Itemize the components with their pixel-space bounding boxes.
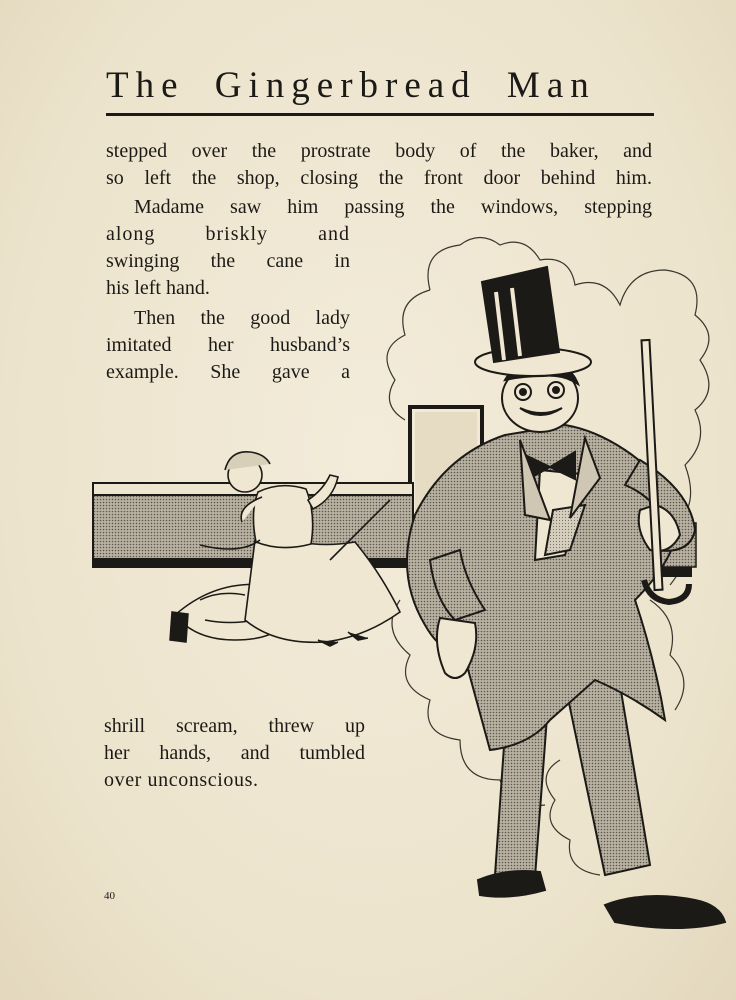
text-line: along briskly and [106, 223, 350, 245]
text-line: Madame saw him passing the windows, stepping [134, 196, 652, 218]
text-line: stepped over the prostrate body of the baker, and [106, 140, 652, 162]
page-title: The Gingerbread Man [106, 65, 596, 106]
text-line: shrill scream, threw up [104, 715, 365, 737]
text-line: swinging the cane in [106, 250, 350, 272]
text-line: so left the shop, closing the front door behind him. [106, 167, 652, 189]
text-line: Then the good lady [134, 307, 350, 329]
text-line: her hands, and tumbled [104, 742, 365, 764]
text-line: example. She gave a [106, 361, 350, 383]
text-line: imitated her husband’s [106, 334, 350, 356]
page-number: 40 [104, 890, 115, 902]
text-line: his left hand. [106, 277, 210, 299]
text-line: over unconscious. [104, 769, 259, 791]
gingerbread-man-illustration [407, 267, 725, 928]
